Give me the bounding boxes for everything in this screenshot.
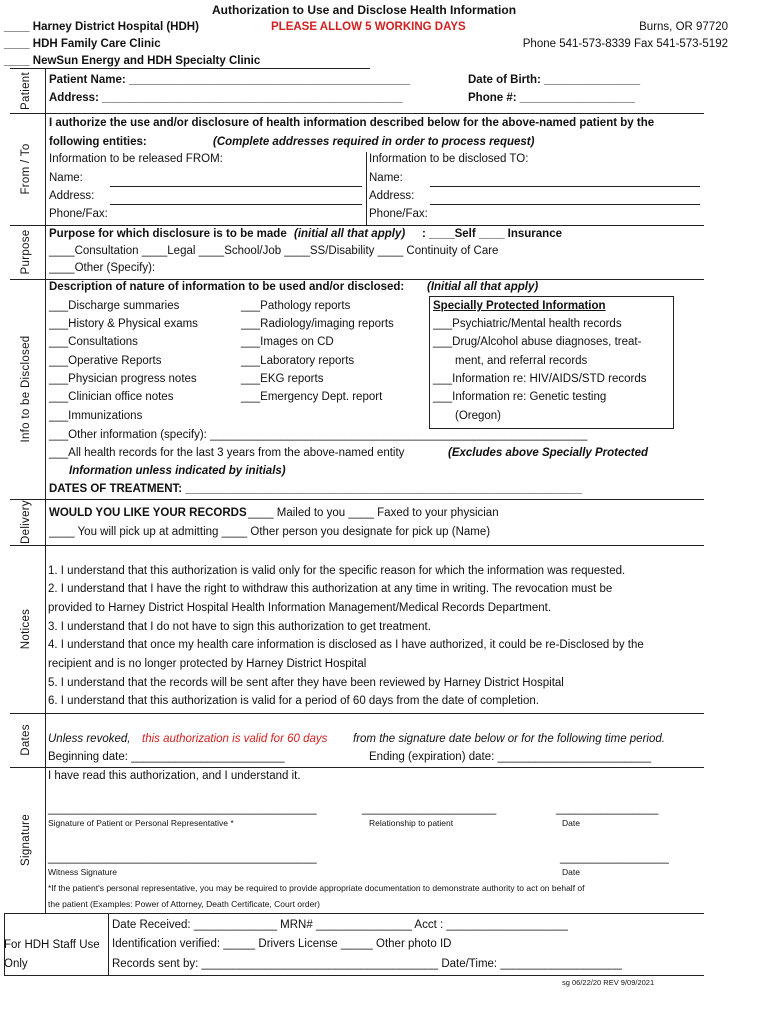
info-option[interactable]: ___Emergency Dept. report [241, 391, 383, 403]
section-label-patient: Patient [20, 72, 32, 110]
purpose-note: (initial all that apply) [294, 228, 406, 240]
ending-date-field[interactable]: Ending (expiration) date: ________________________ [369, 751, 651, 763]
following-entities-label: following entities: [49, 136, 147, 148]
to-name-label: Name: [369, 172, 403, 184]
divider [10, 113, 704, 114]
patient-phone-field[interactable]: Phone #: __________________ [468, 92, 635, 104]
beginning-date-field[interactable]: Beginning date: ________________________ [48, 751, 285, 763]
notice-item: 6. I understand that this authorization is valid for a period of 60 days from the date of completion. [48, 695, 539, 707]
revision-code: sg 06/22/20 REV 9/09/2021 [562, 978, 655, 987]
section-label-dates: Dates [20, 724, 32, 756]
relationship-line[interactable]: _____________________ [362, 803, 497, 815]
purpose-other[interactable]: ____Other (Specify): [49, 262, 156, 274]
info-heading: Description of nature of information to be used and/or disclosed: [49, 281, 405, 293]
complete-address-note: (Complete addresses required in order to process request) [213, 136, 535, 148]
hospital-contact: Phone 541-573-8339 Fax 541-573-5192 [522, 38, 728, 50]
staff-use-label-cont: Only [4, 958, 28, 970]
info-option[interactable]: ___Physician progress notes [49, 373, 197, 385]
page-title: Authorization to Use and Disclose Health Information [212, 3, 517, 17]
section-label-purpose: Purpose [20, 229, 32, 275]
relationship-label: Relationship to patient [369, 818, 454, 828]
protected-option-cont: ment, and referral records [455, 355, 588, 367]
representative-footnote: *If the patient's personal representative, you may be required to provide appropriate documentation to demonstrate authority to act on behalf of [48, 883, 585, 893]
facility-option-newsun[interactable]: ____ NewSun Energy and HDH Specialty Clinic [4, 55, 261, 67]
from-phone-fax-label: Phone/Fax: [49, 208, 108, 220]
purpose-options[interactable]: ____Consultation ____Legal ____School/Job ____SS/Disability ____ Continuity of Care [49, 245, 499, 257]
notice-item: 1. I understand that this authorization is valid only for the specific reason for which the information was requested. [48, 565, 626, 577]
divider [366, 152, 367, 225]
info-other-field[interactable]: ___Other information (specify): ___________________________________________________________ [49, 429, 588, 441]
protected-option-cont: (Oregon) [455, 410, 502, 422]
records-sent-field[interactable]: Records sent by: _____________________________________ Date/Time: ___________________ [112, 958, 622, 970]
patient-name-field[interactable]: Patient Name: ____________________________________________ [49, 74, 411, 86]
representative-footnote-cont: the patient (Examples: Power of Attorney, Death Certificate, Court order) [48, 899, 320, 909]
info-option[interactable]: ___Radiology/imaging reports [241, 318, 394, 330]
protected-info-title: Specially Protected Information [433, 300, 606, 312]
divider [4, 975, 704, 976]
protected-option[interactable]: ___Information re: HIV/AIDS/STD records [433, 373, 647, 385]
date-of-birth-field[interactable]: Date of Birth: _______________ [468, 74, 640, 86]
authorization-statement: I authorize the use and/or disclosure of health information described below for the above-named patient by the [49, 117, 655, 129]
notice-item: recipient and is no longer protected by Harney District Hospital [48, 658, 367, 670]
divider [10, 225, 704, 226]
divider [10, 545, 704, 546]
section-label-info: Info to be Disclosed [20, 335, 32, 443]
delivery-question: WOULD YOU LIKE YOUR RECORDS [49, 507, 247, 519]
info-option[interactable]: ___History & Physical exams [49, 318, 198, 330]
disclosed-to-label: Information to be disclosed TO: [369, 153, 529, 165]
patient-signature-line[interactable]: __________________________________________ [48, 803, 317, 815]
section-divider [45, 68, 46, 913]
info-option[interactable]: ___Discharge summaries [49, 300, 180, 312]
info-heading-note: (Initial all that apply) [427, 281, 539, 293]
purpose-label: Purpose for which disclosure is to be made [49, 228, 287, 240]
notice-item: 3. I understand that I do not have to sign this authorization to get treatment. [48, 621, 431, 633]
purpose-self-insurance[interactable]: : ____Self ____ Insurance [422, 228, 562, 240]
to-address-input[interactable] [430, 204, 700, 205]
signature-date-line[interactable]: ________________ [556, 803, 659, 815]
to-phone-fax-label: Phone/Fax: [369, 208, 428, 220]
signature-date-label: Date [562, 818, 580, 828]
witness-date-label: Date [562, 867, 580, 877]
info-option[interactable]: ___Clinician office notes [49, 391, 174, 403]
divider [10, 279, 704, 280]
valid-60-days-text: this authorization is valid for 60 days [142, 733, 328, 745]
processing-notice: PLEASE ALLOW 5 WORKING DAYS [271, 21, 466, 33]
witness-date-line[interactable]: _________________ [560, 852, 669, 864]
protected-option[interactable]: ___Psychiatric/Mental health records [433, 318, 622, 330]
released-from-label: Information to be released FROM: [49, 153, 223, 165]
to-address-label: Address: [369, 190, 415, 202]
section-label-from-to: From / To [20, 143, 32, 195]
from-address-input[interactable] [110, 204, 362, 205]
info-option[interactable]: ___Immunizations [49, 410, 143, 422]
section-label-delivery: Delivery [20, 500, 32, 544]
info-option[interactable]: ___Operative Reports [49, 355, 162, 367]
witness-signature-line[interactable]: __________________________________________ [48, 852, 317, 864]
staff-use-label: For HDH Staff Use [4, 939, 100, 951]
notice-item: provided to Harney District Hospital Health Information Management/Medical Records Department. [48, 602, 552, 614]
witness-label: Witness Signature [48, 867, 117, 877]
info-option[interactable]: ___Images on CD [241, 336, 334, 348]
divider [10, 499, 704, 500]
excludes-note: (Excludes above Specially Protected [448, 447, 649, 459]
divider [10, 68, 370, 69]
info-option[interactable]: ___Pathology reports [241, 300, 351, 312]
divider [108, 913, 109, 975]
delivery-pickup-options[interactable]: ____ You will pick up at admitting ____ Other person you designate for pick up (Name) [49, 526, 491, 538]
divider [10, 767, 704, 768]
facility-option-family-care[interactable]: ____ HDH Family Care Clinic [4, 38, 161, 50]
excludes-note-cont: Information unless indicated by initials) [69, 465, 286, 477]
read-acknowledgement: I have read this authorization, and I understand it. [48, 770, 301, 782]
divider [10, 713, 704, 714]
info-option[interactable]: ___EKG reports [241, 373, 324, 385]
time-period-text: from the signature date below or for the following time period. [353, 733, 665, 745]
all-records-option[interactable]: ___All health records for the last 3 years from the above-named entity [49, 447, 405, 459]
section-label-notices: Notices [20, 608, 32, 650]
info-option[interactable]: ___Consultations [49, 336, 138, 348]
section-label-signature: Signature [20, 814, 32, 866]
delivery-mail-fax-options[interactable]: ____ Mailed to you ____ Faxed to your physician [248, 507, 499, 519]
protected-option[interactable]: ___Information re: Genetic testing [433, 391, 607, 403]
from-name-input[interactable] [110, 186, 362, 187]
notice-item: 2. I understand that I have the right to withdraw this authorization at any time in writing. The revocation must be [48, 583, 613, 595]
from-address-label: Address: [49, 190, 95, 202]
info-option[interactable]: ___Laboratory reports [241, 355, 355, 367]
protected-option[interactable]: ___Drug/Alcohol abuse diagnoses, treat- [433, 336, 642, 348]
hospital-location: Burns, OR 97720 [639, 21, 728, 33]
divider [4, 913, 704, 914]
unless-revoked-text: Unless revoked, [48, 733, 131, 745]
from-name-label: Name: [49, 172, 83, 184]
patient-address-field[interactable]: Address: _______________________________________________ [49, 92, 403, 104]
date-received-field[interactable]: Date Received: _____________ MRN# _______________ Acct : ___________________ [112, 919, 568, 931]
dates-of-treatment-field[interactable]: DATES OF TREATMENT: ______________________________________________________________ [49, 483, 582, 495]
identification-verified-field[interactable]: Identification verified: _____ Drivers License _____ Other photo ID [112, 938, 452, 950]
signature-label: Signature of Patient or Personal Representative * [48, 818, 234, 828]
notice-item: 5. I understand that the records will be sent after they have been reviewed by Harney District Hospital [48, 677, 564, 689]
to-name-input[interactable] [430, 186, 700, 187]
facility-option-hdh[interactable]: ____ Harney District Hospital (HDH) [4, 21, 199, 33]
notice-item: 4. I understand that once my health care information is disclosed as I have authorized, it could be re-Disclosed by the [48, 639, 644, 651]
